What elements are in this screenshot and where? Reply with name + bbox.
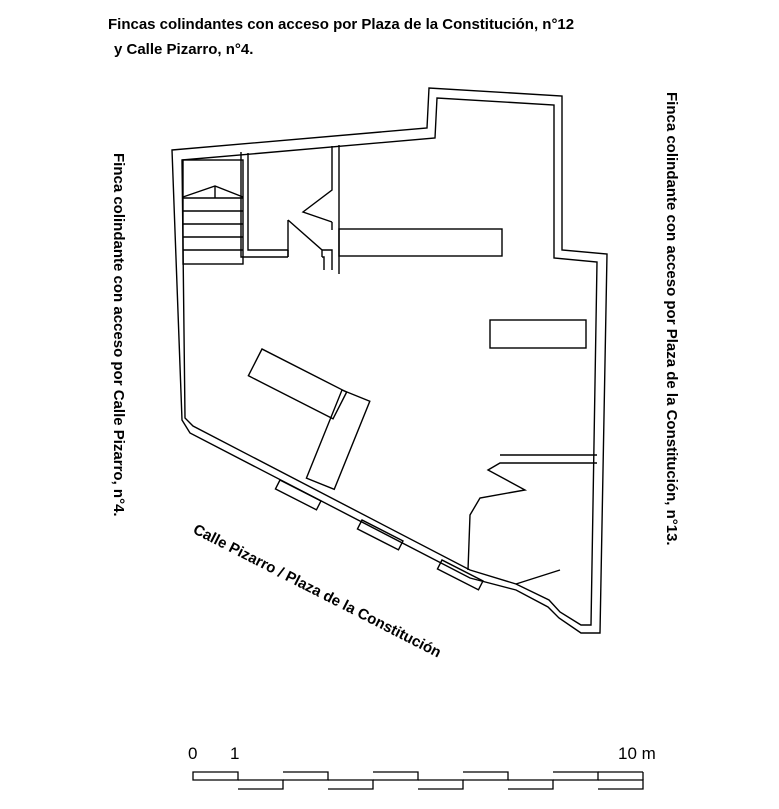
lower-partition: [468, 455, 597, 584]
scale-bar: [193, 772, 643, 789]
counter-right: [490, 320, 586, 348]
top-neighbor-label-line1: Fincas colindantes con acceso por Plaza de la Constitución, n°12: [108, 16, 575, 33]
upper-rooms: [241, 145, 502, 274]
staircase: [183, 160, 243, 264]
counter-diagonal: [248, 349, 346, 419]
right-neighbor-label: [660, 92, 682, 660]
left-neighbor-text: Finca colindante con acceso por Calle Pizarro, n°4.: [110, 153, 127, 517]
counter-vertical: [306, 390, 369, 489]
left-neighbor-label: [107, 153, 129, 613]
facade-windows: [275, 480, 483, 590]
scale-label-one: 1: [230, 744, 240, 763]
street-label: Calle Pizarro / Plaza de la Constitución: [190, 521, 444, 662]
scale-label-ten: 10 m: [618, 744, 656, 763]
top-neighbor-label-line2: y Calle Pizarro, n°4.: [114, 41, 254, 58]
scale-label-zero: 0: [188, 744, 198, 763]
right-neighbor-text: Finca colindante con acceso por Plaza de la Constitución, n°13.: [663, 92, 680, 546]
